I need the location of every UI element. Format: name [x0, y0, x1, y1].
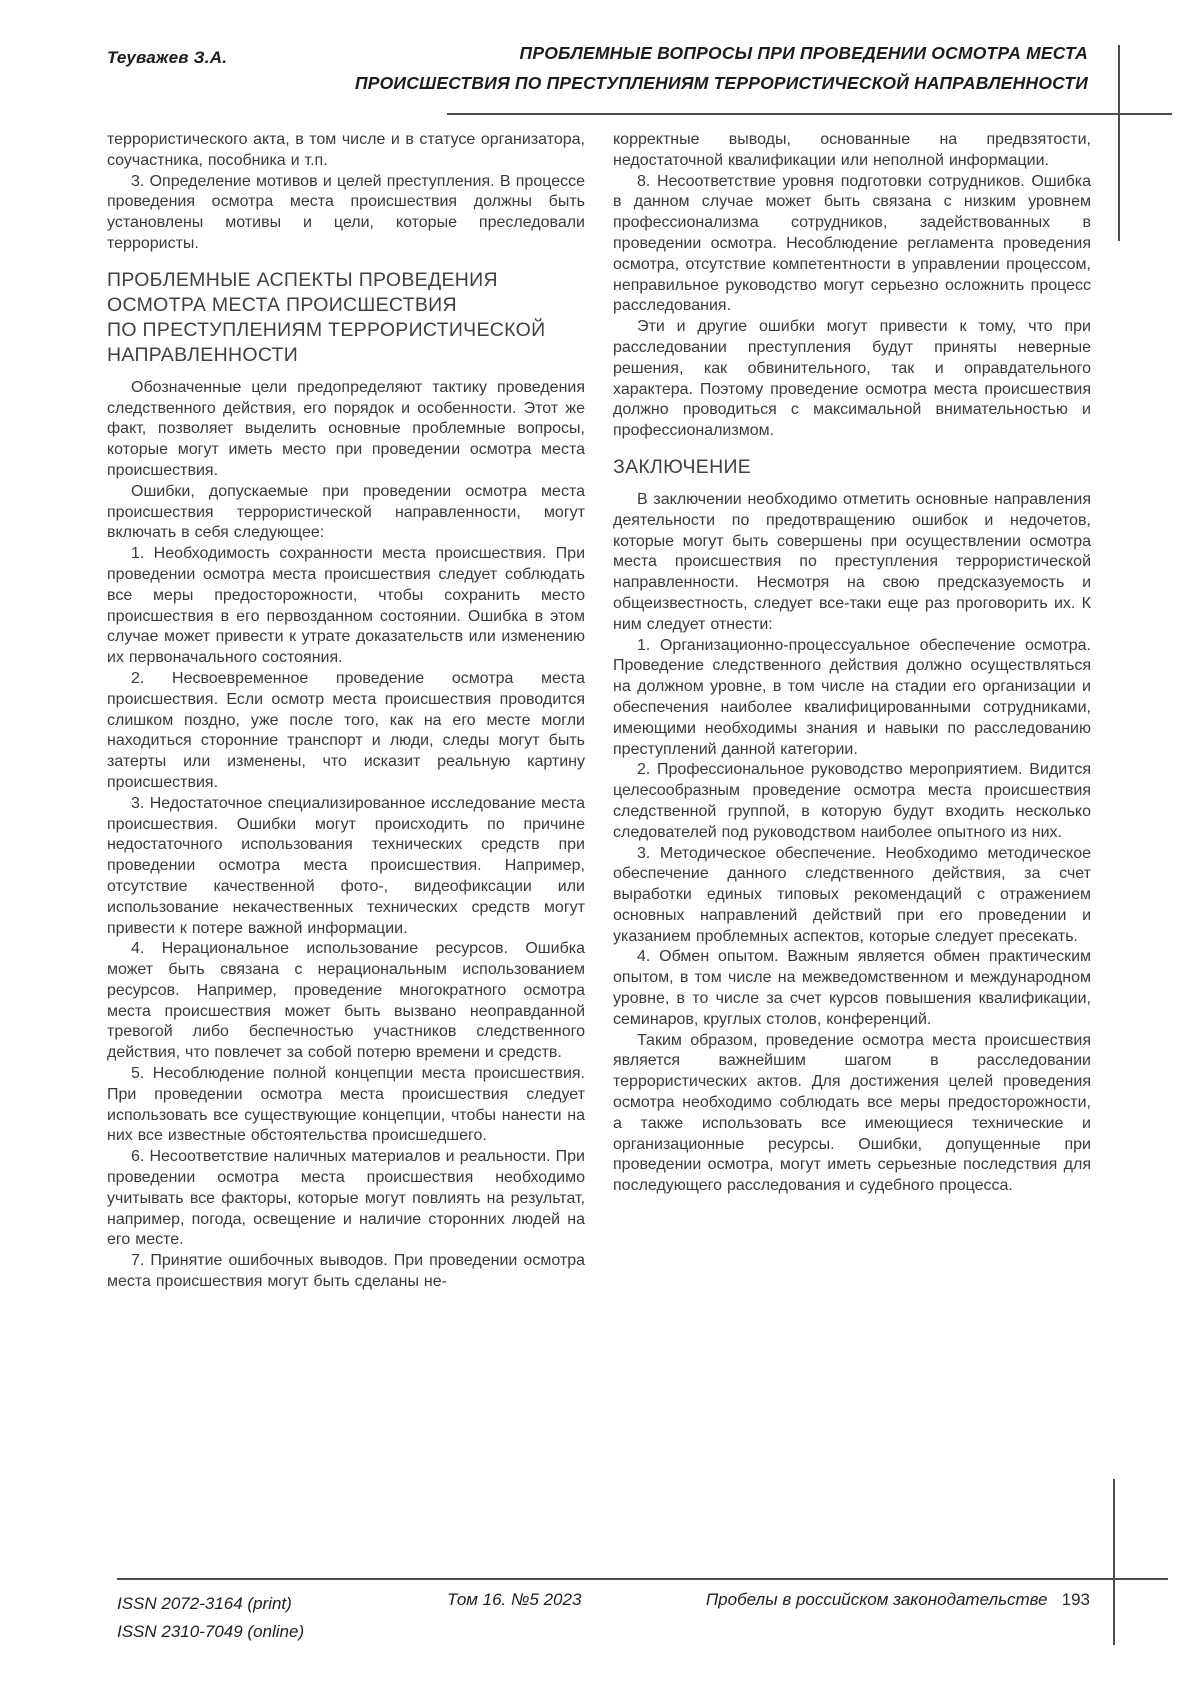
paragraph: 2. Профессиональное руководство мероприятием. Видится целесообразным проведение осмотра места происшествия следственной группой, в которую будут входить несколько следователей под руководством наиболее опытного из них.	[613, 761, 1091, 841]
journal-info	[706, 1590, 1090, 1610]
right-column	[613, 130, 1091, 1293]
paragraph: 3. Определение мотивов и целей преступления. В процессе проведения осмотра места происшествия должны быть установлены мотивы и цели, которые преследовали террористы.	[107, 172, 585, 252]
author-name: Теуважев З.А.	[107, 48, 228, 67]
article-title-line1: ПРОБЛЕМНЫЕ ВОПРОСЫ ПРИ ПРОВЕДЕНИИ ОСМОТРА МЕСТА	[519, 43, 1088, 63]
section-heading-line: ПРОБЛЕМНЫЕ АСПЕКТЫ ПРОВЕДЕНИЯ	[107, 268, 498, 291]
article-title-line2: ПРОИСШЕСТВИЯ ПО ПРЕСТУПЛЕНИЯМ ТЕРРОРИСТИЧЕСКОЙ НАПРАВЛЕННОСТИ	[354, 73, 1088, 93]
paragraph: 4. Обмен опытом. Важным является обмен практическим опытом, в том числе на межведомственном и международном уровне, в то числе за счет курсов повышения квалификации, семинаров, круглых столов, конференций.	[613, 948, 1091, 1028]
paragraph: Ошибки, допускаемые при проведении осмотра места происшествия террористической направленности, могут включать в себя следующее:	[107, 482, 585, 542]
paragraph: 1. Необходимость сохранности места происшествия. При проведении осмотра места происшествия следует соблюдать все меры предосторожности, чтобы сохранить место происшествия в его первозданном состоянии. Ошибка в этом случае может привести к утрате доказательств или изменению их первоначального состояния.	[107, 545, 585, 667]
paragraph: Обозначенные цели предопределяют тактику проведения следственного действия, его порядок и особенности. Этот же факт, позволяет выделить основные проблемные вопросы, которые могут иметь место при проведении осмотра места происшествия.	[107, 378, 585, 479]
section-heading	[613, 455, 1091, 480]
paragraph: террористического акта, в том числе и в статусе организатора, соучастника, пособника и т.п.	[107, 131, 585, 169]
section-heading-line: ЗАКЛЮЧЕНИЕ	[613, 455, 752, 478]
section-heading-line: ПО ПРЕСТУПЛЕНИЯМ ТЕРРОРИСТИЧЕСКОЙ	[107, 318, 546, 341]
issn-block	[117, 1590, 304, 1646]
issn-online: ISSN 2310-7049 (online)	[117, 1622, 305, 1641]
paragraph: 1. Организационно-процессуальное обеспечение осмотра. Проведение следственного действия должно осуществляться на должном уровне, в том числе на стадии его организации и обеспечения наиболее квалифицированными сотрудниками, имеющими необходимы знания и навыки по расследованию преступлений данной категории.	[613, 636, 1091, 758]
paragraph: 7. Принятие ошибочных выводов. При проведении осмотра места происшествия могут быть сделаны не-	[107, 1252, 585, 1291]
paragraph: 3. Методическое обеспечение. Необходимо методическое обеспечение данного следственного действия, за счет выработки единых типовых рекомендаций с отражением основных направлений действий при его проведении и указанием проблемных аспектов, которые следует пресекать.	[613, 844, 1091, 945]
journal-name: Пробелы в российском законодательстве	[705, 1590, 1048, 1609]
page-number: 193	[1061, 1590, 1090, 1609]
paragraph: Таким образом, проведение осмотра места происшествия является важнейшим шагом в расследовании террористических актов. Для достижения целей проведения осмотра необходимо соблюдать все меры предосторожности, а также использовать все имеющиеся технические и организационные ресурсы. Ошибки, допущенные при проведении осмотра, могут иметь серьезные последствия для последующего расследования и судебного процесса.	[613, 1031, 1091, 1195]
paragraph: В заключении необходимо отметить основные направления деятельности по предотвращению ошибок и недочетов, которые могут быть совершены при осуществлении осмотра места происшествия по преступления террористической направленности. Несмотря на свою предсказуемость и общеизвестность, следует все-таки еще раз проговорить их. К ним следует отнести:	[613, 490, 1091, 633]
header-rule	[447, 113, 1172, 115]
paragraph: 2. Несвоевременное проведение осмотра места происшествия. Если осмотр места происшествия проводится слишком поздно, уже после того, как на его месте могли находиться сторонние транспорт и люди, следы могут быть затерты или изменены, что исказит реальную картину происшествия.	[107, 669, 585, 791]
left-column	[107, 130, 585, 1293]
decorative-vertical-line-bottom	[1113, 1479, 1115, 1645]
paragraph: 8. Несоответствие уровня подготовки сотрудников. Ошибка в данном случае может быть связана с низким уровнем профессионализма сотрудников, задействованных в проведении осмотра. Несоблюдение регламента проведения осмотра, отсутствие компетентности в управлении процессом, неправильное руководство могут серьезно осложнить процесс расследования.	[613, 172, 1091, 315]
paragraph: 6. Несоответствие наличных материалов и реальности. При проведении осмотра места происшествия необходимо учитывать все факторы, которые могут повлиять на результат, например, погода, освещение и наличие сторонних людей на его месте.	[107, 1148, 585, 1249]
decorative-vertical-line-top	[1118, 45, 1120, 241]
footer-rule	[117, 1578, 1168, 1580]
article-title	[328, 38, 1088, 98]
article-body	[107, 130, 1091, 1293]
issn-print: ISSN 2072-3164 (print)	[117, 1594, 292, 1613]
paragraph: корректные выводы, основанные на предвзятости, недостаточной квалификации или неполной информации.	[613, 131, 1091, 169]
section-heading-line: НАПРАВЛЕННОСТИ	[107, 343, 299, 366]
section-heading	[107, 268, 585, 368]
paragraph: Эти и другие ошибки могут привести к тому, что при расследовании преступления будут приняты неверные решения, как обвинительного, так и оправдательного характера. Поэтому проведение осмотра места происшествия должно проводиться с максимальной внимательностью и профессионализмом.	[613, 318, 1091, 440]
paragraph: 5. Несоблюдение полной концепции места происшествия. При проведении осмотра места происшествия следует использовать все существующие концепции, чтобы нанести на них все известные обстоятельства происшедшего.	[107, 1065, 585, 1145]
volume-info: Том 16. №5 2023	[447, 1590, 582, 1609]
paragraph: 4. Нерациональное использование ресурсов. Ошибка может быть связана с нерациональным использованием ресурсов. Например, проведение многократного осмотра места происшествия может быть вызвано неоправданной тревогой либо беспечностью участников следственного действия, что повлечет за собой потерю времени и средств.	[107, 940, 585, 1062]
section-heading-line: ОСМОТРА МЕСТА ПРОИСШЕСТВИЯ	[107, 293, 457, 316]
paragraph: 3. Недостаточное специализированное исследование места происшествия. Ошибки могут происходить по причине недостаточного использования технических средств при проведении осмотра места происшествия. Например, отсутствие качественной фото-, видеофиксации или использование некачественных технических средств могут привести к потере важной информации.	[107, 794, 585, 937]
